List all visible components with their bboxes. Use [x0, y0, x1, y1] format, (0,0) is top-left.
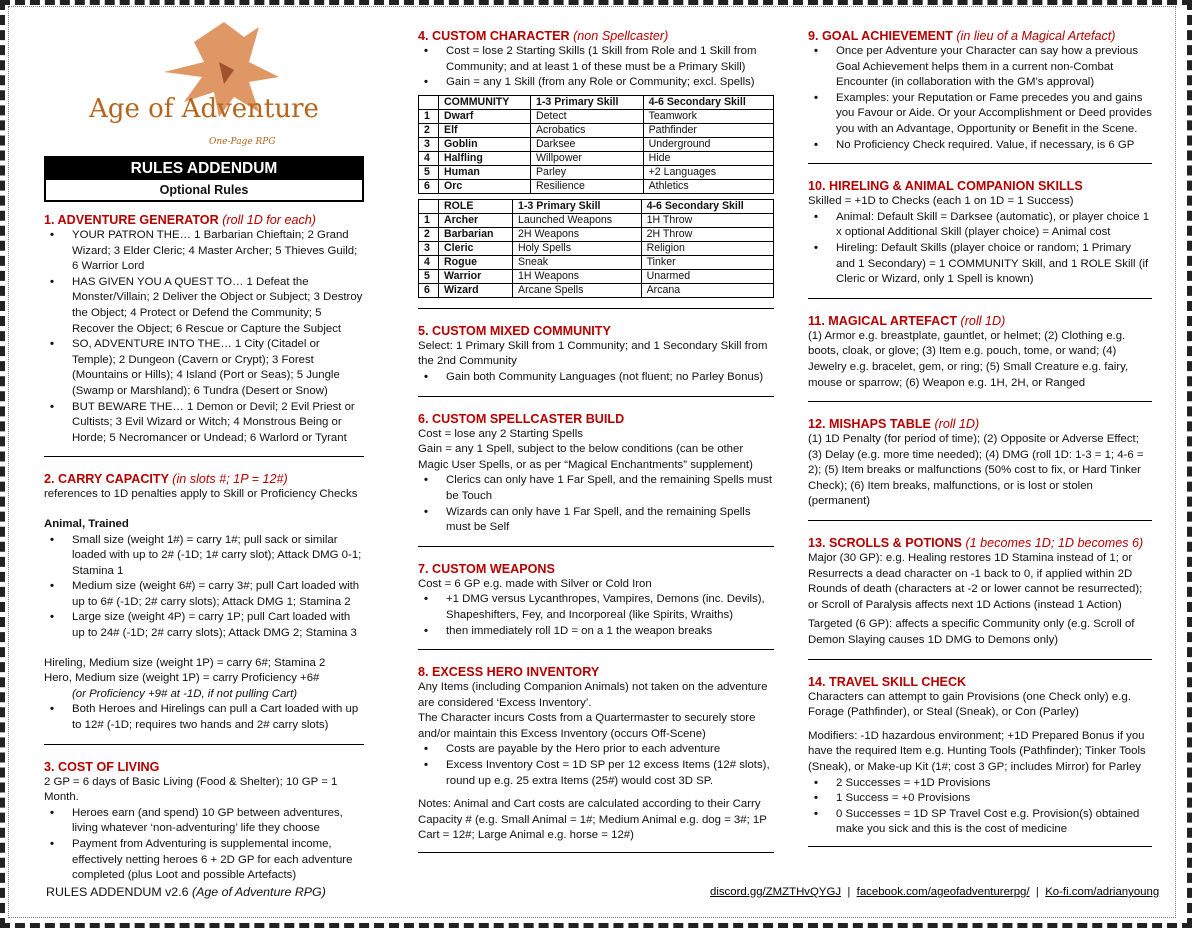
list-item: • Once per Adventure your Character can say how a previous Goal Achievement helps them in a current non-Combat Encounter (in collaboration with the GM’s approval): [808, 44, 1152, 91]
section-excess-inventory: [418, 664, 774, 853]
kofi-link[interactable]: Ko-fi.com/adrianyoung: [1045, 886, 1160, 898]
list-item: • Small size (weight 1#) = carry 1#; pull sack or similar loaded with up to 2# (-1D; 1# carry slot); Attack DMG 0-1; Stamina 1: [44, 533, 364, 580]
section-goal-achievement: [808, 28, 1152, 164]
list-item: • Examples: your Reputation or Fame precedes you and gains you Favour or Aide. Or your Accomplishment or Deed provides you with an Advantage, Opportunity or Benefit in the Scene.: [808, 91, 1152, 138]
section-title: 2. CARRY CAPACITY (in slots #; 1P = 12#): [44, 472, 288, 487]
list: [44, 533, 364, 642]
list-item: • Both Heroes and Hirelings can pull a Cart loaded with up to 12# (-1D; requires two hands and 2# carry slots): [44, 702, 364, 733]
list-item: • BUT BEWARE THE… 1 Demon or Devil; 2 Evil Priest or Cultists; 3 Evil Wizard or Witch; 4 Monstrous Being or Horde; 5 Necromancer or Undead; 6 Warlord or Tyrant: [44, 400, 364, 447]
list-item: • YOUR PATRON THE… 1 Barbarian Chieftain; 2 Grand Wizard; 3 Elder Cleric; 4 Master Archer; 5 Thieves Guild; 6 Warrior Lord: [44, 228, 364, 275]
intro-text: 2 GP = 6 days of Basic Living (Food & Shelter); 10 GP = 1 Month.: [44, 775, 338, 804]
section-title: 6. CUSTOM SPELLCASTER BUILD: [418, 411, 625, 426]
list: [808, 210, 1152, 288]
list: [44, 702, 364, 733]
version-label: RULES ADDENDUM v2.6: [46, 885, 189, 899]
list-item: • Medium size (weight 6#) = carry 3#; pull Cart loaded with up to 6# (-1D; 2# carry slots); Attack DMG 1; Stamina 2: [44, 579, 364, 610]
column-header: [419, 199, 439, 213]
list-item: • Excess Inventory Cost = 1D SP per 12 excess Items (12# slots), round up e.g. 25 extra Items (25#) would cost 3D SP.: [418, 758, 774, 789]
gain-text: Gain = any 1 Spell, subject to the below conditions (can be other Magic User Spells, or as per “Magical Enchantments” supplement): [418, 443, 753, 471]
paragraph: The Character incurs Costs from a Quartermaster to securely store and/or maintain this Excess Inventory (occurs Off-Scene): [418, 712, 756, 740]
table-row: 4 Rogue Sneak Tinker: [419, 255, 774, 269]
table-row: 6 Orc Resilience Athletics: [419, 179, 774, 193]
section-title: 11. MAGICAL ARTEFACT (roll 1D): [808, 313, 1006, 328]
list: [44, 228, 364, 446]
list: [418, 742, 774, 789]
section-title: 5. CUSTOM MIXED COMMUNITY: [418, 323, 611, 338]
table-row: 3 Goblin Darksee Underground: [419, 137, 774, 151]
page-subtitle: Optional Rules: [159, 183, 249, 197]
list-item: • 2 Successes = +1D Provisions: [808, 776, 1152, 792]
column-header: COMMUNITY: [439, 95, 531, 109]
list-item: • Payment from Adventuring is supplemental income, effectively netting heroes 6 + 2D GP for each adventure completed (plus Loot and possible Artefacts): [44, 837, 364, 884]
table-row: 6 Wizard Arcane Spells Arcana: [419, 283, 774, 297]
section-travel-skill-check: [808, 674, 1152, 847]
table-header-row: [419, 199, 774, 213]
logo: [44, 22, 364, 154]
section-scrolls-potions: [808, 535, 1152, 660]
list-item: • then immediately roll 1D = on a 1 the weapon breaks: [418, 624, 774, 640]
column-header: 1-3 Primary Skill: [513, 199, 642, 213]
separator: |: [847, 886, 851, 898]
list-item: • Gain = any 1 Skill (from any Role or Community; excl. Spells): [418, 75, 774, 91]
table-row: 4 Halfling Willpower Hide: [419, 151, 774, 165]
intro-text: Select: 1 Primary Skill from 1 Community; and 1 Secondary Skill from the 2nd Community: [418, 339, 768, 368]
table-row: 3 Cleric Holy Spells Religion: [419, 241, 774, 255]
logo-subtitle: One-Page RPG: [209, 137, 276, 147]
table-header-row: [419, 95, 774, 109]
game-label: (Age of Adventure RPG): [191, 885, 326, 899]
column-2: [418, 28, 774, 853]
section-title: 7. CUSTOM WEAPONS: [418, 561, 555, 576]
list-item: • +1 DMG versus Lycanthropes, Vampires, Demons (inc. Devils), Shapeshifters, Fey, and Incorporeal (like Spirits, Wraiths): [418, 592, 774, 623]
list-item: • Cost = lose 2 Starting Skills (1 Skill from Role and 1 Skill from Community; and at least 1 of these must be a Primary Skill): [418, 44, 774, 75]
footer-links: [710, 884, 1159, 900]
list-item: • Costs are payable by the Hero prior to each adventure: [418, 742, 774, 758]
section-title: 4. CUSTOM CHARACTER (non Spellcaster): [418, 29, 669, 43]
table-row: 1 Archer Launched Weapons 1H Throw: [419, 213, 774, 227]
list-item: • Wizards can only have 1 Far Spell, and the remaining Spells must be Self: [418, 505, 774, 536]
intro-text: Cost = 6 GP e.g. made with Silver or Cold Iron: [418, 577, 652, 590]
list: [418, 473, 774, 535]
notes-text: Notes: Animal and Cart costs are calculated according to their Carry Capacity # (e.g. Small Animal = 1#; Medium Animal e.g. dog = 3#; 1P Cart = 12#; Large Animal e.g. horse = 12#): [418, 798, 767, 842]
subheading: Animal, Trained: [44, 517, 129, 530]
separator: |: [1035, 886, 1039, 898]
modifiers-text: Modifiers: -1D hazardous environment; +1D Prepared Bonus if you have the required Item e.g. Hunting Tools (Pathfinder); Tinker Tools (Sneak), or Make-up Kit (1#; cost 3 GP; includes Mirror) for Parley: [808, 729, 1146, 773]
table-row: 2 Elf Acrobatics Pathfinder: [419, 123, 774, 137]
paragraph: Any Items (including Companion Animals) not taken on the adventure are considered ‘Excess Inventory’.: [418, 681, 768, 709]
cost-text: Cost = lose any 2 Starting Spells: [418, 427, 583, 440]
section-title: 10. HIRELING & ANIMAL COMPANION SKILLS: [808, 179, 1083, 194]
list-item: • Clerics can only have 1 Far Spell, and the remaining Spells must be Touch: [418, 473, 774, 504]
list-item: • HAS GIVEN YOU A QUEST TO… 1 Defeat the Monster/Villain; 2 Deliver the Object or Subject; 3 Destroy the Object; 4 Protect or Defend the Community; 5 Recover the Object; 6 Rescue or Capture the Subject: [44, 275, 364, 337]
list: [418, 592, 774, 639]
section-hireling-skills: [808, 178, 1152, 299]
facebook-link[interactable]: facebook.com/ageofadventurerpg/: [856, 886, 1030, 898]
column-1: [44, 22, 364, 884]
list-item: • Gain both Community Languages (not fluent; no Parley Bonus): [418, 370, 774, 386]
discord-link[interactable]: discord.gg/ZMZTHvQYGJ: [710, 886, 842, 898]
list: [44, 806, 364, 884]
section-custom-spellcaster: [418, 411, 774, 547]
list: [418, 370, 774, 386]
section-custom-weapons: [418, 561, 774, 650]
intro-text: references to 1D penalties apply to Skill or Proficiency Checks: [44, 488, 358, 501]
column-3: [808, 28, 1152, 847]
section-title: 1. ADVENTURE GENERATOR (roll 1D for each): [44, 213, 316, 227]
section-title: 14. TRAVEL SKILL CHECK: [808, 674, 967, 689]
section-title: 9. GOAL ACHIEVEMENT (in lieu of a Magical Artefact): [808, 29, 1116, 43]
section-custom-mixed-community: [418, 323, 774, 397]
column-header: 1-3 Primary Skill: [530, 95, 643, 109]
hero-text: Hero, Medium size (weight 1P) = carry Proficiency +6#: [44, 672, 320, 685]
section-title: 13. SCROLLS & POTIONS (1 becomes 1D; 1D becomes 6): [808, 536, 1144, 551]
column-header: [419, 95, 439, 109]
section-custom-character: [418, 28, 774, 309]
community-table: [418, 95, 774, 194]
footer-version: [46, 884, 326, 900]
section-cost-of-living: [44, 759, 364, 884]
section-title: 3. COST OF LIVING: [44, 759, 160, 774]
column-header: 4-6 Secondary Skill: [641, 199, 773, 213]
section-mishaps-table: [808, 416, 1152, 521]
list-item: • No Proficiency Check required. Value, if necessary, is 6 GP: [808, 138, 1152, 154]
page-title: RULES ADDENDUM: [46, 158, 362, 180]
table-row: 1 Dwarf Detect Teamwork: [419, 109, 774, 123]
column-header: 4-6 Secondary Skill: [643, 95, 773, 109]
section-adventure-generator: [44, 212, 364, 457]
logo-title: Age of Adventure: [89, 94, 319, 124]
list-item: • 1 Success = +0 Provisions: [808, 791, 1152, 807]
list-item: • Large size (weight 4P) = carry 1P; pull Cart loaded with up to 24# (-1D; 2# carry slots); Attack DMG 2; Stamina 3: [44, 610, 364, 641]
paragraph: (1) Armor e.g. breastplate, gauntlet, or helmet; (2) Clothing e.g. boots, cloak, or glove; (3) Item e.g. pouch, tome, or wand; (4) Jewelry e.g. bracelet, gem, or ring; (5) Small Creature e.g. fairy, mouse or sparrow; (6) Weapon e.g. 1H, 2H, or Ranged: [808, 329, 1129, 389]
list-item: • SO, ADVENTURE INTO THE… 1 City (Citadel or Temple); 2 Dungeon (Cavern or Crypt); 3 Forest (Mountains or Hills); 4 Island (Port or Seas); 5 Jungle (Swamp or Marshland); 6 Tundra (Desert or Snow): [44, 337, 364, 399]
section-title: 8. EXCESS HERO INVENTORY: [418, 665, 600, 680]
column-header: ROLE: [439, 199, 513, 213]
section-magical-artefact: [808, 313, 1152, 402]
intro-text: Characters can attempt to gain Provisions (one Check only) e.g. Forage (Pathfinder), or Steal (Sneak), or Con (Parley): [808, 690, 1131, 719]
section-carry-capacity: [44, 471, 364, 744]
section-title: 12. MISHAPS TABLE (roll 1D): [808, 417, 980, 432]
table-row: 5 Warrior 1H Weapons Unarmed: [419, 269, 774, 283]
hireling-text: Hireling, Medium size (weight 1P) = carry 6#; Stamina 2: [44, 656, 326, 669]
list: [808, 776, 1152, 838]
header-box: [44, 156, 364, 202]
list-item: • Hireling: Default Skills (player choice or random; 1 Primary and 1 Secondary) = 1 COMMUNITY Skill, and 1 ROLE Skill (if Cleric or Wizard, only 1 Spell is known): [808, 241, 1152, 288]
role-table: [418, 199, 774, 298]
list-item: • Heroes earn (and spend) 10 GP between adventures, living whatever ‘non-adventuring’ life they choose: [44, 806, 364, 837]
paragraph: (1) 1D Penalty (for period of time); (2) Opposite or Adverse Effect; (3) Delay (e.g. more time needed); (4) DMG (roll 1D: 1-3 = 1; 4-6 = 2); (5) Item breaks or malfunctions (50% cost to fix, or Hard Tinker Check); (6) Item breaks, malfunctions, or is lost or stolen (permanent): [808, 433, 1144, 508]
list: [808, 44, 1152, 153]
major-text: Major (30 GP): e.g. Healing restores 1D Stamina instead of 1; or Resurrects a dead character on -1 back to 0, if applied within 2D Rounds of death (characters at -2 or lower cannot be resurrected); or Scroll of Paralysis affects next 1D Actions (instead 1 Action): [808, 552, 1143, 611]
dragon-icon: [44, 22, 364, 154]
table-row: 2 Barbarian 2H Weapons 2H Throw: [419, 227, 774, 241]
list-item: • Animal: Default Skill = Darksee (automatic), or player choice 1 x optional Additional Skill (player choice) = Animal cost: [808, 210, 1152, 241]
list-item: • 0 Successes = 1D SP Travel Cost e.g. Provision(s) obtained make you sick and this is the cost of medicine: [808, 807, 1152, 838]
intro-text: Skilled = +1D to Checks (each 1 on 1D = 1 Success): [808, 195, 1074, 208]
list: [418, 44, 774, 91]
hero-note: (or Proficiency +9# at -1D, if not pulling Cart): [72, 687, 298, 700]
table-row: 5 Human Parley +2 Languages: [419, 165, 774, 179]
targeted-text: Targeted (6 GP): affects a specific Community only (e.g. Scroll of Demon Slaying causes 1D DMG to Demons only): [808, 618, 1135, 647]
